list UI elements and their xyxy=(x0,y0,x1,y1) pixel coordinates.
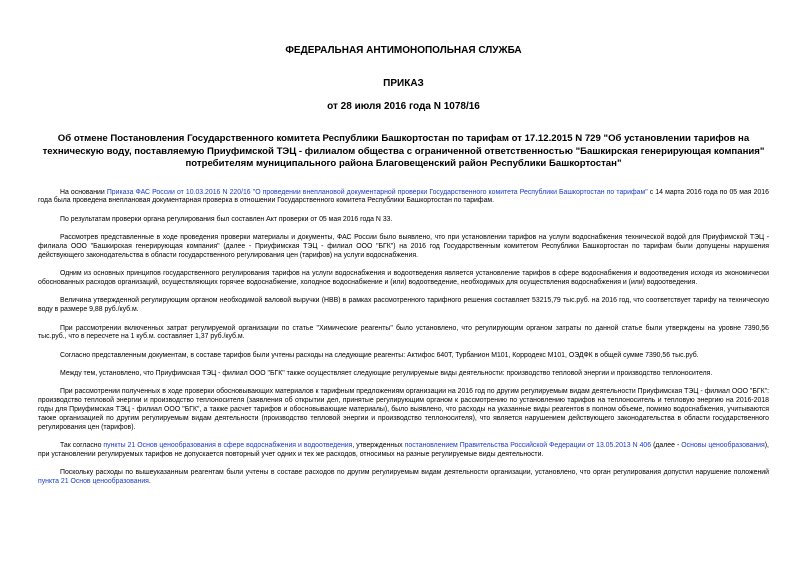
paragraph-10 xyxy=(38,442,769,460)
paragraph-4: Одним из основных принципов государственного регулирования тарифов на услуги водоснабжения и водоотведения является установление тарифов в сфере водоснабжения и водоотведения исходя из экономически обоснованных расходов организаций, осуществляющих горячее водоснабжение, холодное водоснабжение и (или) водоотведение, необходимых для осуществления водоснабжения и (или) водоотведения. xyxy=(38,270,769,287)
paragraph-3: Рассмотрев представленные в ходе проведения проверки материалы и документы, ФАС России было выявлено, что при установлении тарифов на услуги водоснабжения технической водой для Приуфимской ТЭЦ - филиала ООО "Башкирская генерирующая компания" (далее - Приуфимская ТЭЦ - филиал ООО "БГК") на 2016 год Государственным комитетом Республики Башкортостан по тарифам были допущены нарушения действующего законодательства в области государственного регулирования цен (тарифов) на услуги водоснабжения. xyxy=(38,234,769,259)
paragraph-2: По результатам проверки органа регулирования был составлен Акт проверки от 05 мая 2016 года N 33. xyxy=(60,215,393,223)
pricing-basics-link[interactable]: Основы ценообразования xyxy=(681,442,765,450)
paragraph-10-text-c: (далее - xyxy=(651,442,682,450)
paragraph-1 xyxy=(38,189,769,207)
paragraph-1-text-b: с 14 марта 2016 года по 05 мая 2016 года была проведена внеплановая документарная проверка в отношении Государственного комитета Республики Башкортостан по тарифам. xyxy=(38,188,769,205)
paragraph-5: Величина утвержденной регулирующим органом необходимой валовой выручки (НВВ) в рамках рассмотренного тарифного решения составляет 53215,79 тыс.руб. на 2016 год, что соответствует тарифу на техническую воду в размере 9,88 руб./куб.м. xyxy=(38,297,769,314)
paragraph-10-text-b: , утвержденных xyxy=(352,442,405,450)
paragraph-6: При рассмотрении включенных затрат регулируемой организации по статье "Химические реагенты" было установлено, что регулирующим органом затраты по данной статье были утверждены на уровне 7390,56 тыс.руб., что в пересчете на 1 куб.м. составляет 1,37 руб./куб.м. xyxy=(38,324,769,341)
paragraph-10-text-d: ), при установлении регулируемых тарифов не допускается повторный учет одних и тех же расходов, относимых на разные регулируемые виды деятельности. xyxy=(38,442,769,459)
paragraph-10-text-a: Так согласно xyxy=(60,442,104,450)
organization-heading: ФЕДЕРАЛЬНАЯ АНТИМОНОПОЛЬНАЯ СЛУЖБА xyxy=(285,45,522,56)
document-body xyxy=(38,189,769,488)
paragraph-1-text-a: На основании xyxy=(60,188,107,196)
paragraph-7: Согласно представленным документам, в составе тарифов были учтены расходы на следующие реагенты: Актифос 640Т, Турбанион М101, Корродекс М101, ОЭДФК в общей сумме 7390,56 тыс.руб. xyxy=(60,351,699,359)
government-decree-406-link[interactable]: постановлением Правительства Российской Федерации от 13.05.2013 N 406 xyxy=(404,442,652,450)
paragraph-11-text-a: Поскольку расходы по вышеуказанным реагентам были учтены в составе расходов по другим регулируемым видам деятельности организации, установлено, что орган регулирования допустил нарушение положений xyxy=(60,469,769,477)
document-type-heading: ПРИКАЗ xyxy=(383,78,424,89)
pricing-basics-clause-21-link[interactable]: пункты 21 Основ ценообразования в сфере водоснабжения и водоотведения xyxy=(103,442,353,450)
pricing-basics-clause-21-link-2[interactable]: пункта 21 Основ ценообразования xyxy=(38,478,149,486)
paragraph-11 xyxy=(38,469,769,487)
document-title: Об отмене Постановления Государственного комитета Республики Башкортостан по тарифам от 17.12.2015 N 729 "Об установлении тарифов на техническую воду, поставляемую Приуфимской ТЭЦ - филиалом общества с ограниченной ответственностью "Башкирская генерирующая компания" потребителям муниципального района Благовещенский район Республики Башкортостан" xyxy=(42,133,765,169)
order-fas-220-link[interactable]: Приказа ФАС России от 10.03.2016 N 220/16 "О проведении внеплановой документарной проверки Государственного комитета Республики Башкортостан по тарифам" xyxy=(106,188,648,196)
paragraph-9: При рассмотрении полученных в ходе проверки обосновывающих материалов к тарифным предложениям организации на 2016 год по другим регулируемым видам деятельности Приуфимская ТЭЦ - филиал ООО "БГК": производство тепловой энергии и производство теплоносителя (заявления об открытии дел, принятые регулирующим органом к рассмотрению по установлению тарифов на теплоноситель и тепловую энергию на 2016-2018 годы для Приуфимская ТЭЦ - филиал ООО "БГК", а также расчет тарифов и обосновывающие материалы), было выявлено, что расходы на указанные виды реагентов в полном объеме, помимо водоснабжения, учитываются также организацией по другим регулируемым видам деятельности (производство тепловой энергии и производство теплоносителя), что является нарушением действующего законодательства в области государственного регулирования цен (тарифов). xyxy=(38,388,769,431)
document-date-number: от 28 июля 2016 года N 1078/16 xyxy=(327,101,480,112)
paragraph-11-text-b: . xyxy=(148,478,151,486)
paragraph-8: Между тем, установлено, что Приуфимская ТЭЦ - филиал ООО "БГК" также осуществляет следующие регулируемые виды деятельности: производство тепловой энергии и производство теплоносителя. xyxy=(60,370,713,378)
